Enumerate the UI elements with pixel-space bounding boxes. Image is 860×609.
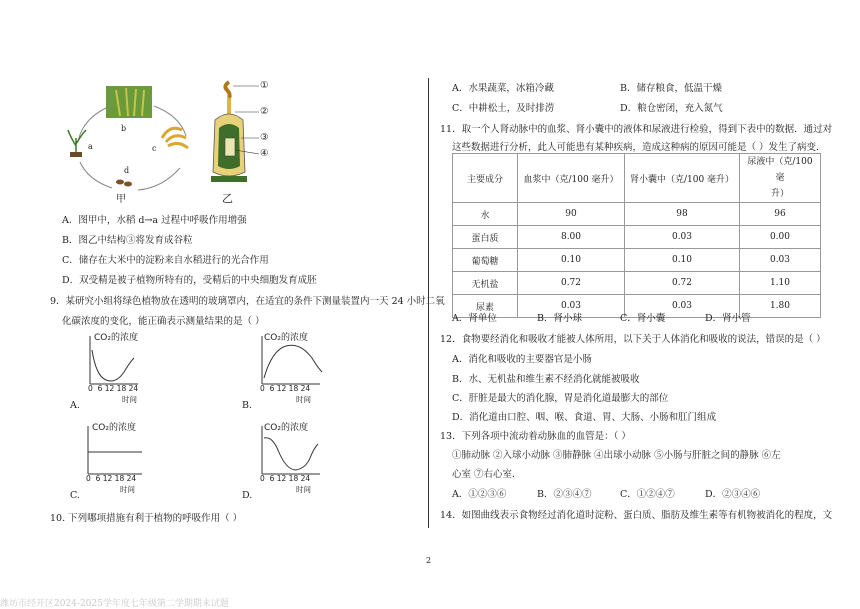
page-number: 2 [426,556,432,565]
table-cell: 1.10 [740,272,821,295]
table-cell: 尿素 [453,295,518,318]
structure-mark-1: ① [260,80,269,91]
table-cell: 1.80 [740,295,821,318]
cycle-label-a: a [88,142,93,151]
q11-option-a: A．肾单位 [452,313,497,324]
header-cell: 主要成分 [453,154,518,203]
header-cell: 尿液中（克/100 毫 升） [740,154,821,203]
chart-b-ticks: 0 6 12 18 24 [260,384,311,393]
q11-option-c: C．肾小囊 [620,313,666,324]
chart-a-letter: A. [70,400,80,411]
co2-chart-c [62,418,162,502]
table-row [453,203,821,226]
table-cell: 葡萄糖 [453,249,518,272]
chart-d-letter: D. [242,490,253,501]
table-cell: 0.03 [625,295,740,318]
table-header-row [453,154,821,203]
figure-jia-caption: 甲 [116,194,126,205]
header-cell: 肾小囊中（克/100 毫升） [625,154,740,203]
cycle-label-d: d [124,166,130,175]
chart-c-ticks: 0 6 12 18 24 [86,474,137,483]
table-cell: 98 [625,203,740,226]
table-cell: 0.03 [625,226,740,249]
chart-c-title: CO₂的浓度 [92,423,136,433]
q12-option-a: A．消化和吸收的主要器官是小肠 [452,354,592,365]
q10-stem: 10. 下列哪项措施有利于植物的呼吸作用（ ） [50,513,243,524]
figure-yi-caption: 乙 [222,192,233,205]
structure-mark-4: ④ [260,148,269,159]
structure-mark-2: ② [260,106,269,117]
q12-option-c: C．肝脏是最大的消化腺，胃是消化道最膨大的部位 [452,393,669,404]
table-cell: 0.03 [518,295,625,318]
table-cell: 无机盐 [453,272,518,295]
chart-c-xlabel: 时间 [120,485,135,494]
q12-option-d: D．消化道由口腔、咽、喉、食道、胃、大肠、小肠和肛门组成 [452,412,717,423]
header-cell: 血浆中（克/100 毫升） [518,154,625,203]
q12-option-b: B．水、无机盐和维生素不经消化就能被吸收 [452,374,640,385]
column-divider [428,78,429,528]
q8-option-b: B．图乙中结构③将发育成谷粒 [62,235,193,246]
table-cell: 0.72 [518,272,625,295]
figure-jia-life-cycle [62,80,202,204]
q10-option-a: A．水果蔬菜，冰箱冷藏 [452,83,554,94]
co2-chart-a [62,328,162,412]
table-cell: 0.72 [625,272,740,295]
table-row [453,226,821,249]
table-row [453,249,821,272]
table-cell: 0.10 [518,249,625,272]
chart-b-title: CO₂的浓度 [264,333,308,343]
table-cell: 0.00 [740,226,821,249]
table-cell: 0.10 [625,249,740,272]
structure-mark-3: ③ [260,132,269,143]
q11-stem-line1: 11．取一个人肾动脉中的血浆、肾小囊中的液体和尿液进行检验，得到下表中的数据．通过对 [440,124,833,135]
chart-b-letter: B. [242,400,253,411]
co2-chart-b [242,328,342,412]
table-cell: 0.03 [740,249,821,272]
table-cell: 水 [453,203,518,226]
kidney-data-table [452,153,821,318]
exam-footer: 潍坊市经开区2024-2025学年度七年级第二学期期末试题 [0,599,229,609]
q13-stem: 13．下列各项中流动着动脉血的血管是：（ ） [440,431,631,442]
q13-items-line1: ①肺动脉 ②入球小动脉 ③肺静脉 ④出球小动脉 ⑤小肠与肝脏之间的静脉 ⑥左 [452,450,781,461]
q9-stem-line1: 9．某研究小组将绿色植物放在透明的玻璃罩内，在适宜的条件下测量装置内一天 24 小时二氧 [50,296,445,307]
chart-b-xlabel: 时间 [296,395,311,404]
chart-d-title: CO₂的浓度 [264,423,308,433]
q10-option-b: B．储存粮食，低温干燥 [620,83,722,94]
cycle-label-b: b [121,124,127,133]
chart-a-ticks: 0 6 12 18 24 [88,384,139,393]
table-cell: 90 [518,203,625,226]
chart-d-xlabel: 时间 [296,485,311,494]
co2-chart-d [242,418,342,502]
chart-a-title: CO₂的浓度 [94,333,138,343]
chart-d-ticks: 0 6 12 18 24 [260,474,311,483]
cycle-label-c: c [152,144,157,153]
q13-items-line2: 心室 ⑦右心室． [452,469,522,480]
q11-option-b: B．肾小球 [537,313,582,324]
q9-stem-line2: 化碳浓度的变化，能正确表示测量结果的是（ ） [62,316,265,327]
q14-stem: 14．如图曲线表示食物经过消化道时淀粉、蛋白质、脂肪及维生素等有机物被消化的程度，文 [440,510,833,521]
q13-option-b: B．②③④⑦ [537,489,592,500]
q10-option-c: C．中耕松土，及时排涝 [452,103,555,114]
q13-option-a: A．①②③⑥ [452,489,507,500]
table-row [453,272,821,295]
q13-option-c: C．①②④⑦ [620,489,675,500]
q10-option-d: D．粮仓密闭，充入氮气 [620,103,723,114]
chart-a-xlabel: 时间 [122,395,137,404]
q11-stem-line2: 这些数据进行分析，此人可能患有某种疾病，造成这种病的原因可能是（ ）发生了病变． [452,142,826,153]
q8-option-d: D．双受精是被子植物所特有的，受精后的中央细胞发育成胚 [62,275,317,286]
chart-c-letter: C. [70,490,80,501]
table-cell: 蛋白质 [453,226,518,249]
q12-stem: 12．食物要经消化和吸收才能被人体所用，以下关于人体消化和吸收的说法，错误的是（ ） [440,334,826,345]
q11-option-d: D．肾小管 [705,313,751,324]
q8-option-c: C．储存在大米中的淀粉来自水稻进行的光合作用 [62,255,269,266]
table-cell: 96 [740,203,821,226]
figure-yi-rice-flower [205,80,265,190]
table-cell: 8.00 [518,226,625,249]
q13-option-d: D．②③④⑥ [705,489,761,500]
q8-option-a: A．图甲中，水稻 d→a 过程中呼吸作用增强 [62,215,247,226]
